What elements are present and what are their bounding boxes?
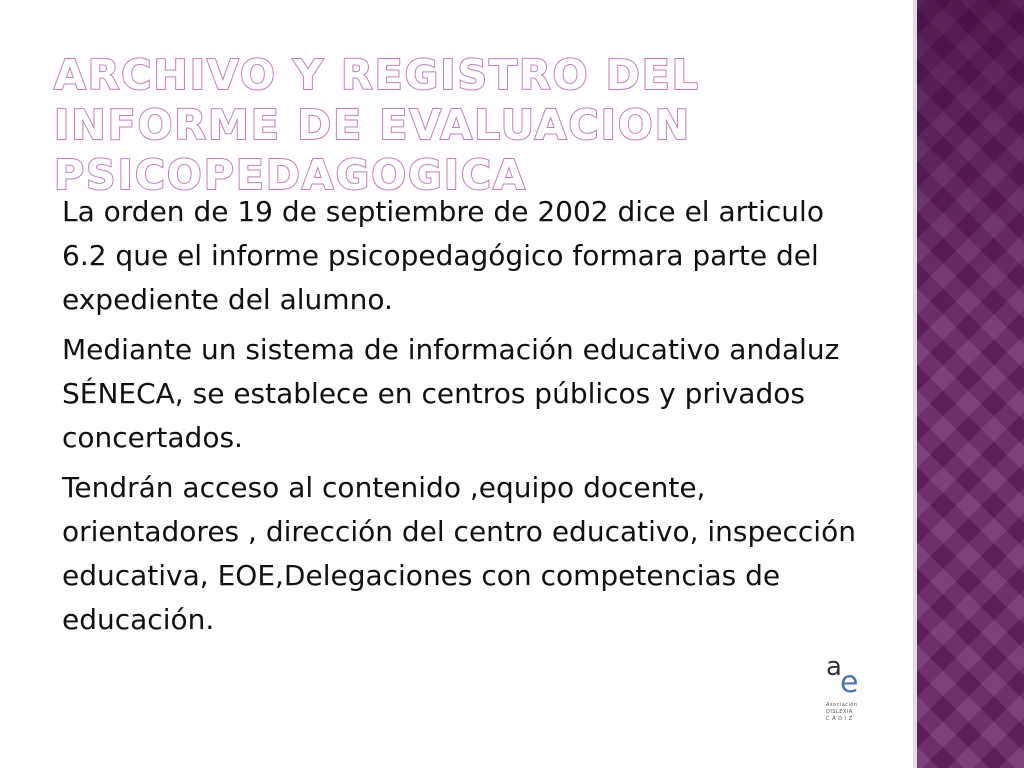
paragraph-seneca: Mediante un sistema de información educativo andaluz SÉNECA, se establece en centros públicos y privados concertados.	[62, 333, 840, 454]
logo-line-asociacion: Asociación	[826, 702, 858, 708]
paragraph-orden: La orden de 19 de septiembre de 2002 dice el articulo 6.2 que el informe psicopedagógico formara parte del expediente del alumno.	[62, 195, 824, 316]
logo-letter-a: a	[826, 652, 842, 682]
side-panel-border	[913, 0, 917, 768]
logo-letter-e: e	[840, 665, 859, 700]
slide-body	[62, 190, 862, 648]
logo-line-cadiz: C Á D I Z	[826, 716, 853, 722]
logo-line-dislexia: DISLEXIA	[826, 709, 853, 715]
slide-title: ARCHIVO Y REGISTRO DEL INFORME DE EVALUACION PSICOPEDAGOGICA	[54, 51, 700, 199]
asociacion-dislexia-logo	[818, 654, 878, 726]
decorative-side-panel	[913, 0, 1024, 768]
paragraph-acceso: Tendrán acceso al contenido ,equipo docente, orientadores , dirección del centro educativo, inspección educativa, EOE,Delegaciones con competencias de educación.	[62, 471, 856, 636]
logo-caption	[826, 702, 858, 723]
